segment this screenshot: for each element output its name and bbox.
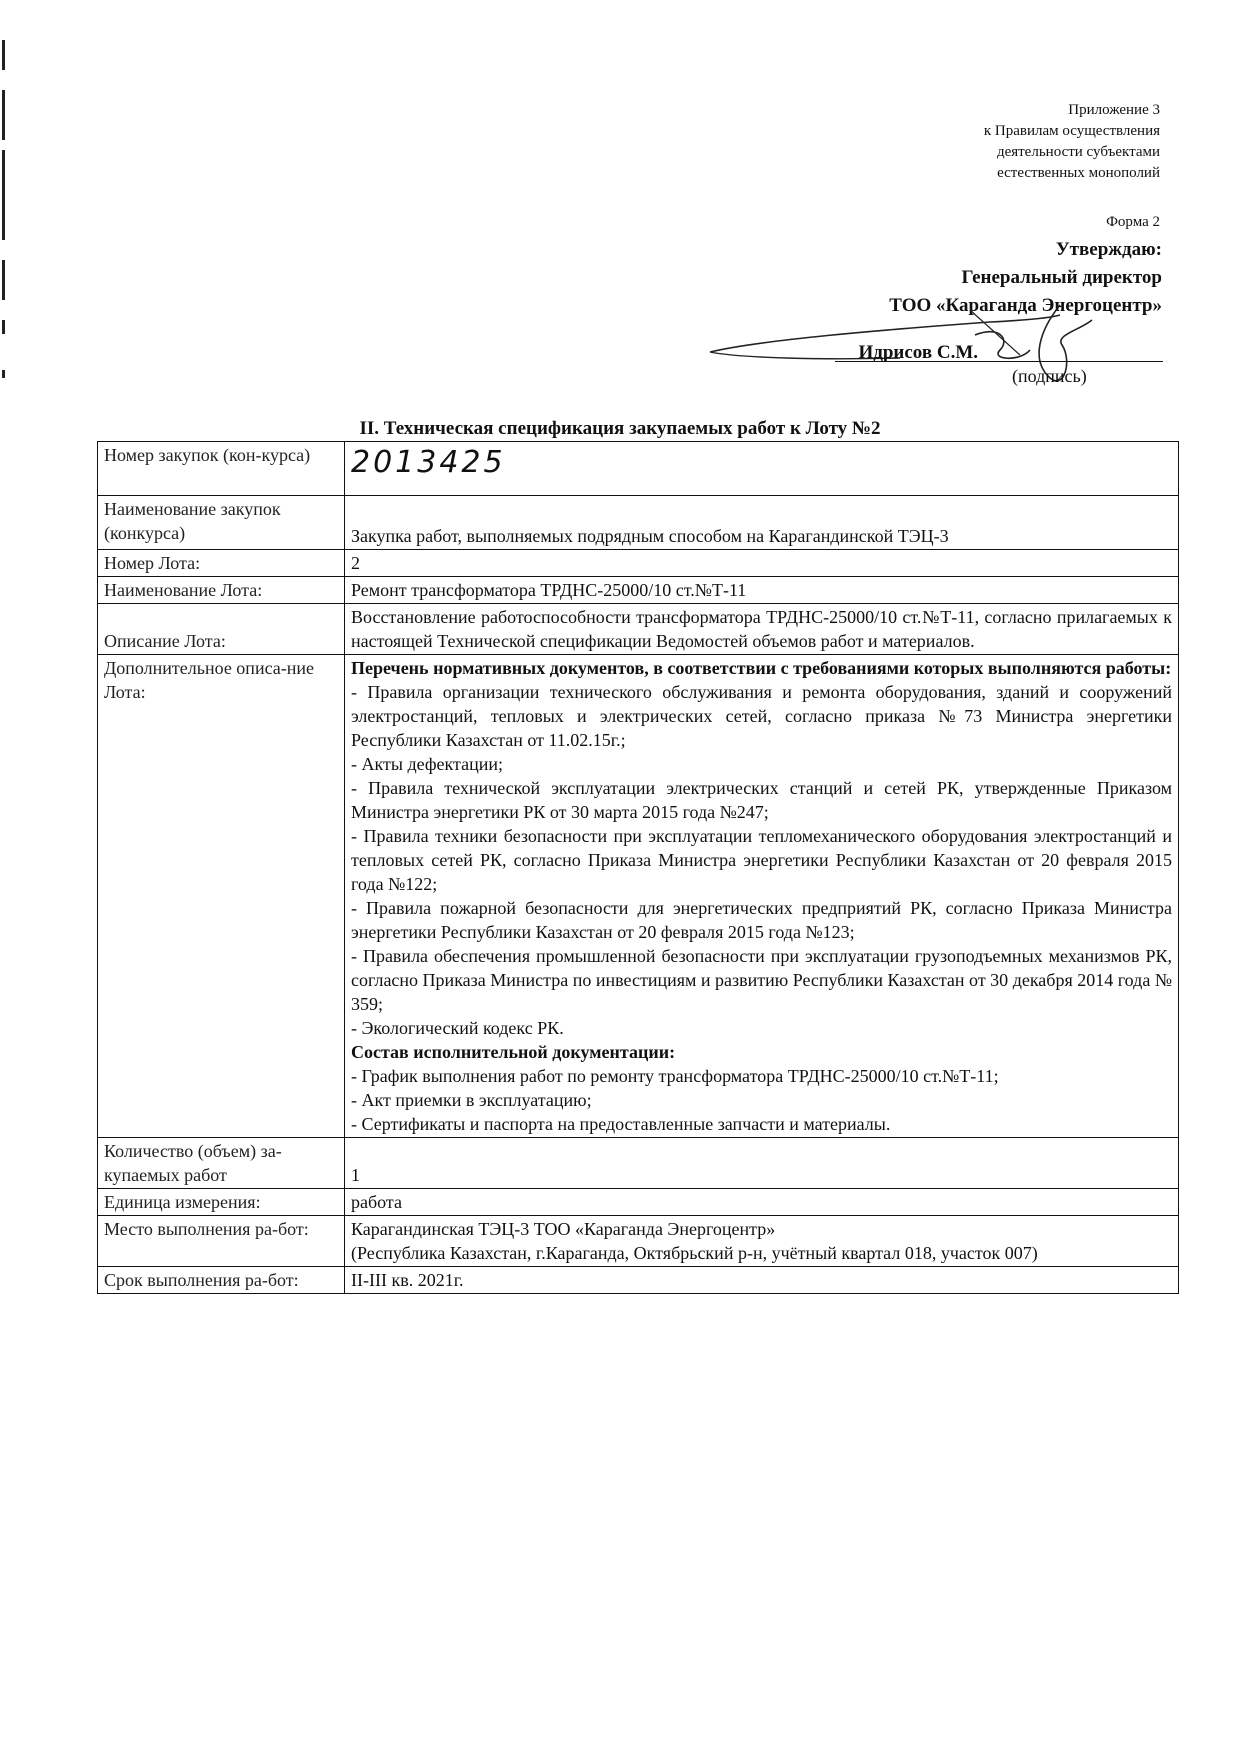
row-label: Описание Лота:	[98, 604, 345, 655]
appendix-line: к Правилам осуществления	[983, 123, 1160, 139]
specification-table	[97, 441, 1179, 1294]
table-row	[98, 496, 1179, 550]
appendix-note	[984, 100, 1160, 184]
list-item: - Экологический кодекс РК.	[351, 1018, 564, 1038]
procurement-number-handwritten: 2013425	[345, 442, 1179, 496]
row-label: Номер Лота:	[98, 550, 345, 577]
document-title: II. Техническая спецификация закупаемых работ к Лоту №2	[359, 418, 881, 439]
row-value: Восстановление работоспособности трансформатора ТРДНС-25000/10 ст.№Т-11, согласно прилагаемых к настоящей Технической спецификации Ведомостей объемов работ и материалов.	[345, 604, 1179, 655]
list-item: - Акт приемки в эксплуатацию;	[351, 1090, 592, 1110]
list-item: - Правила организации технического обслуживания и ремонта оборудования, зданий и сооружений электростанций, тепловых и электрических сетей, согласно приказа №73 Министра энергетики Республики Казахстан от 11.02.15г.;	[351, 682, 1172, 750]
table-row	[98, 1267, 1179, 1294]
signer-name: Идрисов С.М.	[858, 342, 978, 363]
table-row	[98, 442, 1179, 496]
table-row	[98, 604, 1179, 655]
normative-docs-heading: Перечень нормативных документов, в соответствии с требованиями которых выполняются работы:	[351, 658, 1172, 678]
list-item: - Правила технической эксплуатации электрических станций и сетей РК, утвержденные Приказом Министра энергетики РК от 30 марта 2015 года №247;	[351, 778, 1172, 822]
table-row	[98, 1138, 1179, 1189]
list-item: - Правила техники безопасности при эксплуатации тепломеханического оборудования электростанций и тепловых сетей РК, согласно Приказа Министра энергетики Республики Казахстан от 20 февраля 2015 года №122;	[351, 826, 1172, 894]
row-label: Наименование Лота:	[98, 577, 345, 604]
additional-description	[345, 655, 1179, 1138]
row-label: Дополнительное описа-ние Лота:	[98, 655, 345, 1138]
row-value	[345, 1216, 1179, 1267]
row-value: 2	[345, 550, 1179, 577]
scan-edge-artifact	[2, 30, 6, 420]
list-item: - Правила пожарной безопасности для энергетических предприятий РК, согласно Приказа Министра энергетики Республики Казахстан от 20 февраля 2015 года №123;	[351, 898, 1172, 942]
signature-line	[835, 361, 1163, 362]
approve-heading: Утверждаю:	[1055, 239, 1162, 260]
row-value: 1	[345, 1138, 1179, 1189]
list-item: - График выполнения работ по ремонту трансформатора ТРДНС-25000/10 ст.№Т-11;	[351, 1066, 999, 1086]
location-line: Карагандинская ТЭЦ-3 ТОО «Караганда Энергоцентр»	[351, 1219, 776, 1239]
appendix-line: деятельности субъектами	[996, 144, 1160, 160]
table-row	[98, 655, 1179, 1138]
list-item: - Акты дефектации;	[351, 754, 503, 774]
location-line: (Республика Казахстан, г.Караганда, Октябрьский р-н, учётный квартал 018, участок 007)	[351, 1243, 1038, 1263]
table-row	[98, 1189, 1179, 1216]
row-label: Единица измерения:	[98, 1189, 345, 1216]
row-value: работа	[345, 1189, 1179, 1216]
row-label: Количество (объем) за-купаемых работ	[98, 1138, 345, 1189]
approver-company: ТОО «Караганда Энергоцентр»	[889, 295, 1162, 316]
signature-caption: (подпись)	[1012, 366, 1087, 386]
table-row	[98, 550, 1179, 577]
form-number: Форма 2	[1106, 214, 1160, 230]
appendix-line: Приложение 3	[1068, 102, 1160, 118]
row-label: Номер закупок (кон-курса)	[98, 442, 345, 496]
appendix-line: естественных монополий	[997, 165, 1160, 181]
row-value: Закупка работ, выполняемых подрядным способом на Карагандинской ТЭЦ-3	[345, 496, 1179, 550]
list-item: - Правила обеспечения промышленной безопасности при эксплуатации грузоподъемных механизмов РК, согласно Приказа Министра по инвестициям и развитию Республики Казахстан от 30 декабря 2014 года № 359;	[351, 946, 1172, 1014]
table-row	[98, 577, 1179, 604]
row-value: II-III кв. 2021г.	[345, 1267, 1179, 1294]
row-label: Наименование закупок (конкурса)	[98, 496, 345, 550]
executive-docs-heading: Состав исполнительной документации:	[351, 1042, 676, 1062]
table-row	[98, 1216, 1179, 1267]
list-item: - Сертификаты и паспорта на предоставленные запчасти и материалы.	[351, 1114, 891, 1134]
row-label: Место выполнения ра-бот:	[98, 1216, 345, 1267]
row-value: Ремонт трансформатора ТРДНС-25000/10 ст.№Т-11	[345, 577, 1179, 604]
approver-position: Генеральный директор	[961, 267, 1162, 288]
row-label: Срок выполнения ра-бот:	[98, 1267, 345, 1294]
